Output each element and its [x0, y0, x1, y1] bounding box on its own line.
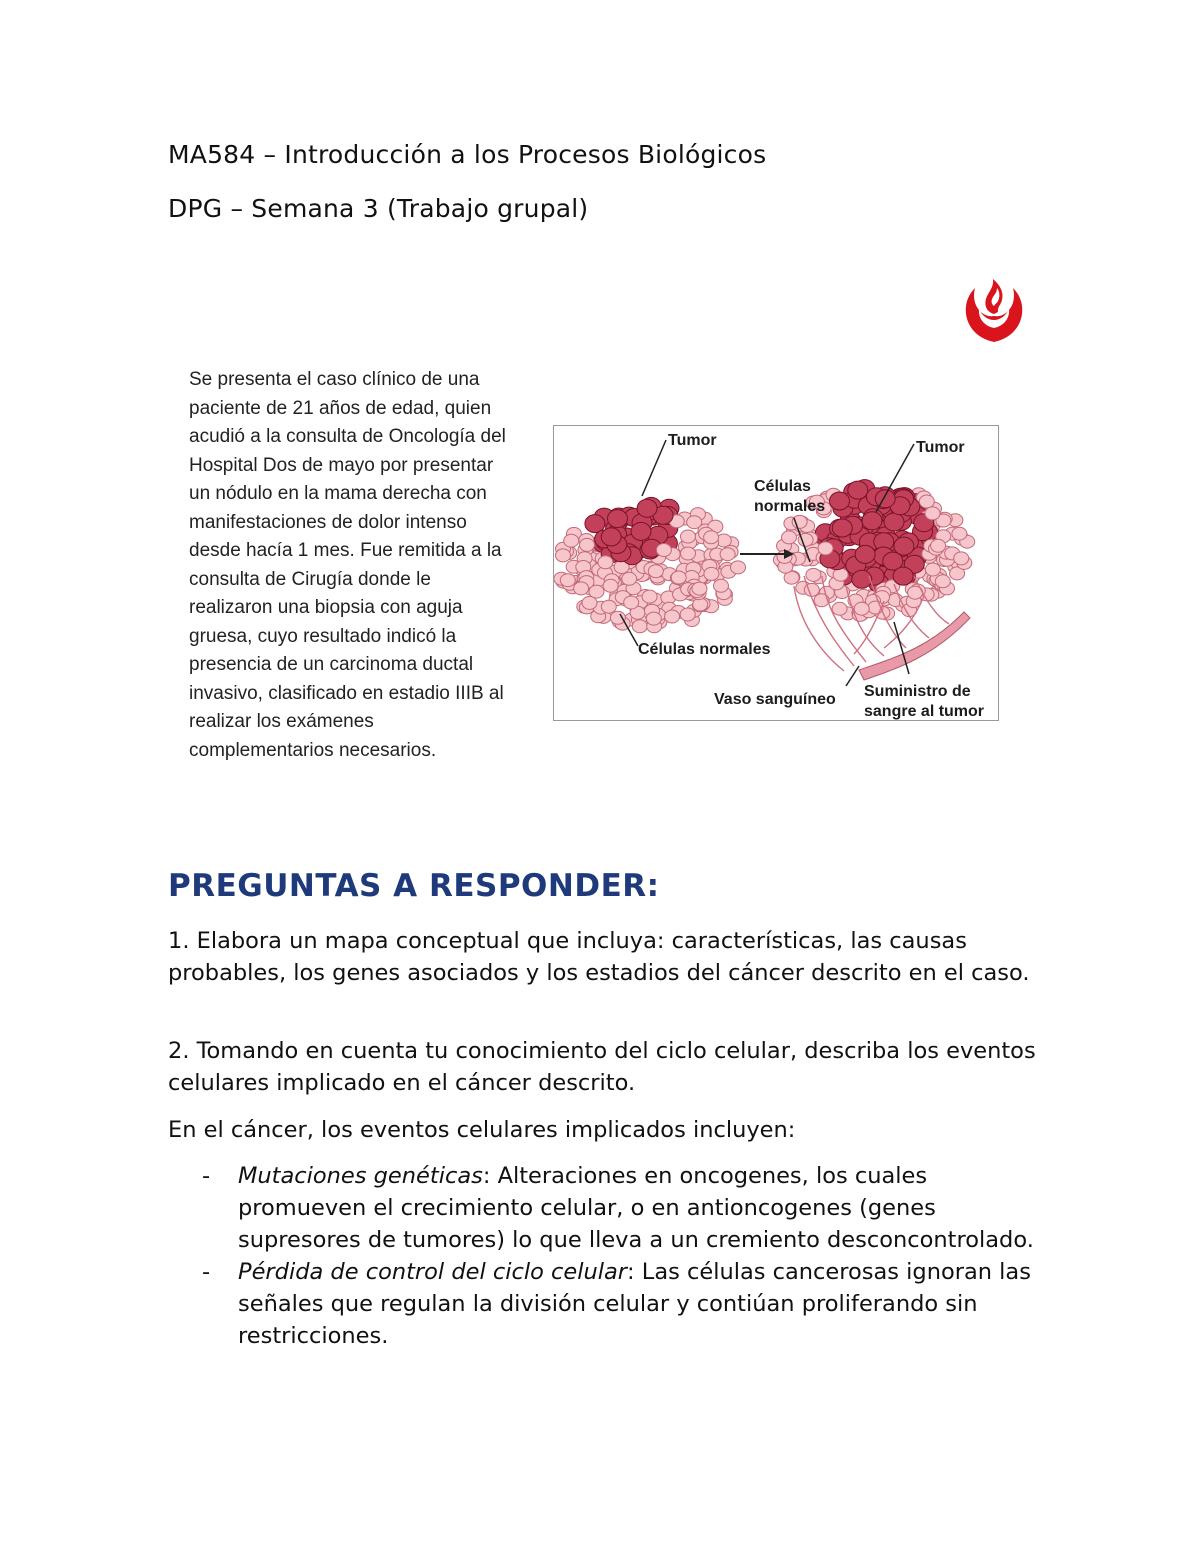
label-blood-supply-2: sangre al tumor	[864, 703, 985, 720]
normal-cell	[720, 548, 735, 561]
tissue-cells-left	[554, 497, 746, 632]
case-line: complementarios necesarios.	[189, 739, 437, 761]
label-blood-vessel: Vaso sanguíneo	[714, 691, 836, 708]
normal-cell	[692, 582, 707, 595]
case-line: un nódulo en la mama derecha con	[189, 483, 487, 504]
normal-cell	[925, 563, 940, 576]
normal-cell	[580, 538, 595, 551]
blood-vessel-icon	[859, 612, 970, 680]
tumor-cell	[637, 499, 657, 517]
case-line: Se presenta el caso clínico de una	[189, 369, 480, 390]
arrow-icon	[740, 549, 794, 559]
case-line: Hospital Dos de mayo por presentar	[189, 454, 494, 476]
normal-cell	[598, 556, 613, 569]
normal-cell	[574, 582, 589, 595]
normal-cell	[632, 620, 647, 633]
normal-cell	[681, 530, 696, 543]
tumor-cell	[852, 570, 872, 588]
upc-flame-logo-icon	[960, 276, 1028, 344]
normal-cell	[792, 515, 807, 528]
normal-cell	[782, 531, 797, 544]
normal-cell	[925, 507, 940, 520]
case-line: paciente de 21 años de edad, quien	[189, 397, 492, 419]
case-line: acudió a la consulta de Oncología del	[189, 426, 506, 447]
normal-cell	[582, 596, 597, 609]
normal-cell	[680, 608, 695, 621]
tumor-cell	[631, 522, 651, 540]
label-normal-cells-bottom: Células normales	[638, 641, 771, 658]
normal-cell	[656, 544, 671, 557]
tumor-cell	[848, 481, 868, 499]
normal-cell	[646, 612, 661, 625]
normal-cell	[833, 568, 848, 581]
document-title: MA584 – Introducción a los Procesos Biológicos	[168, 140, 767, 169]
normal-cell	[704, 567, 719, 580]
normal-cell	[564, 534, 579, 547]
normal-cell	[935, 575, 950, 588]
normal-cell	[952, 527, 967, 540]
normal-cell	[560, 574, 575, 587]
normal-cell	[806, 568, 821, 581]
tumor-angiogenesis-figure	[553, 425, 999, 721]
case-line: invasivo, clasificado en estadio IIIB al	[189, 682, 504, 704]
label-normal-cells-top-2: normales	[754, 498, 826, 515]
normal-cell	[622, 572, 637, 585]
tumor-cell	[855, 545, 875, 563]
normal-cell	[854, 602, 869, 615]
list-item-text: : Las células cancerosas ignoran las señales que regulan la división celular y contiúan proliferando sin restricciones.	[238, 1259, 1031, 1349]
case-line: realizaron una biopsia con aguja	[189, 597, 463, 618]
tumor-cell	[608, 510, 628, 528]
tumor-cell	[884, 513, 904, 531]
tumor-cell	[893, 567, 913, 585]
normal-cell	[681, 547, 696, 560]
clinical-case-text	[189, 366, 539, 765]
normal-cell	[601, 600, 616, 613]
label-tumor-right: Tumor	[916, 439, 965, 456]
normal-cell	[832, 602, 847, 615]
label-blood-supply-1: Suministro de	[864, 683, 971, 700]
questions-heading: PREGUNTAS A RESPONDER:	[168, 868, 660, 904]
normal-cell	[603, 579, 618, 592]
tumor-cell	[894, 537, 914, 555]
list-item-term: Pérdida de control del ciclo celular	[238, 1259, 628, 1285]
case-line: consulta de Cirugía donde le	[189, 568, 431, 590]
tumor-cell	[830, 492, 850, 510]
normal-cell	[642, 590, 657, 603]
list-dash: -	[202, 1163, 211, 1189]
normal-cell	[714, 579, 729, 592]
question-1: 1. Elabora un mapa conceptual que incluya: características, las causas probables, los genes asociados y los estadios del cáncer descrito en el caso.	[168, 928, 1030, 986]
normal-cell	[818, 542, 833, 555]
document-subtitle: DPG – Semana 3 (Trabajo grupal)	[168, 194, 589, 223]
question-2: 2. Tomando en cuenta tu conocimiento del ciclo celular, describa los eventos celulares implicado en el cáncer descrito.	[168, 1038, 1036, 1096]
normal-cell	[687, 516, 702, 529]
case-line: presencia de un carcinoma ductal	[189, 654, 474, 675]
tumor-cell	[862, 512, 882, 530]
label-tumor-left: Tumor	[668, 432, 717, 449]
list-item	[168, 1160, 1048, 1256]
normal-cell	[671, 571, 686, 584]
normal-cell	[919, 495, 934, 508]
answer-list	[168, 1160, 1048, 1352]
normal-cell	[954, 552, 969, 565]
tumor-cell	[875, 490, 895, 508]
normal-cell	[648, 565, 663, 578]
tumor-cell	[832, 519, 852, 537]
list-dash: -	[202, 1259, 211, 1285]
normal-cell	[931, 539, 946, 552]
list-item-term: Mutaciones genéticas	[238, 1163, 483, 1189]
answer-intro: En el cáncer, los eventos celulares implicados incluyen:	[168, 1117, 796, 1143]
case-line: gruesa, cuyo resultado indicó la	[189, 625, 457, 647]
case-line: manifestaciones de dolor intenso	[189, 511, 467, 533]
list-item	[168, 1256, 1048, 1352]
tumor-cell	[601, 528, 621, 546]
case-line: desde hacía 1 mes. Fue remitida a la	[189, 540, 502, 561]
normal-cell	[610, 611, 625, 624]
normal-cell	[704, 531, 719, 544]
case-line: realizar los exámenes	[189, 711, 374, 732]
normal-cell	[665, 610, 680, 623]
normal-cell	[556, 549, 571, 562]
label-normal-cells-top-1: Células	[754, 478, 811, 495]
normal-cell	[624, 596, 639, 609]
normal-cell	[731, 561, 746, 574]
list-item-text: : Alteraciones en oncogenes, los cuales promueven el crecimiento celular, o en antioncogenes (genes supresores de tumores) lo que lleva a un cremiento desconcontrolado.	[238, 1163, 1034, 1253]
